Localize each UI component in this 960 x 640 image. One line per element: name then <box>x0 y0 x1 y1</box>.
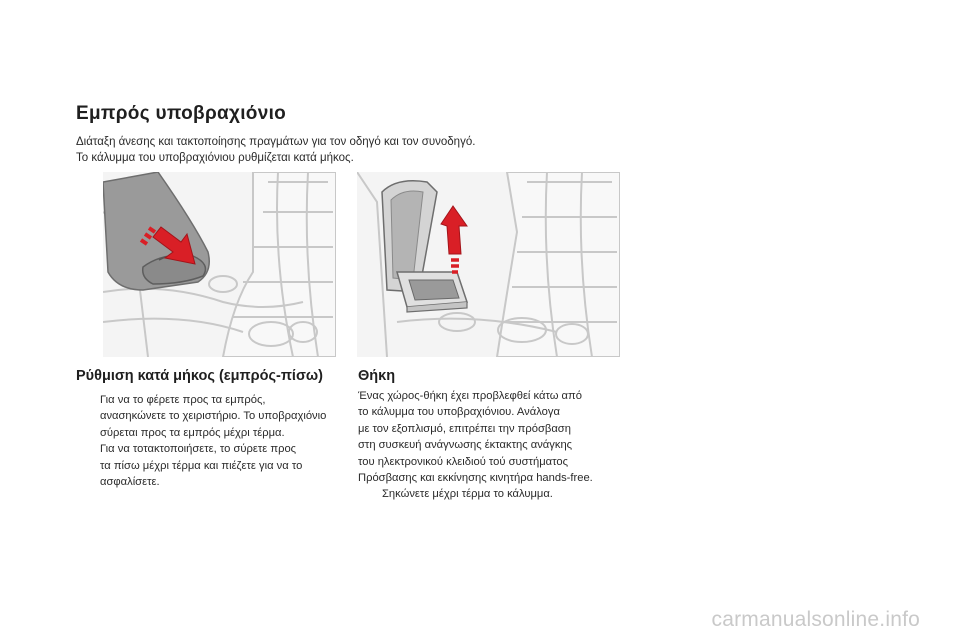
bullet-line: Για να το φέρετε προς τα εμπρός, <box>100 394 266 406</box>
page-title: Εμπρός υποβραχιόνιο <box>76 103 287 124</box>
intro-line: Διάταξη άνεσης και τακτοποίησης πραγμάτων για τον οδηγό και τον συνοδηγό. <box>76 136 476 148</box>
storage-paragraph <box>358 388 638 486</box>
paragraph-line: Πρόσβασης και εκκίνησης κινητήρα hands-free. <box>358 472 593 485</box>
armrest-slide-drawing <box>103 172 336 357</box>
intro-text <box>76 134 636 166</box>
paragraph-line: Ένας χώρος-θήκη έχει προβλεφθεί κάτω από <box>358 390 582 402</box>
bullet-line: σύρεται προς τα εμπρός μέχρι τέρμα. <box>100 426 285 439</box>
list-item <box>358 486 638 502</box>
bullet-line: Σηκώνετε μέχρι τέρμα το κάλυμμα. <box>382 488 553 501</box>
watermark: carmanualsonline.info <box>711 608 920 631</box>
paragraph-line: στη συσκευή ανάγνωσης έκτακτης ανάγκης <box>358 439 573 452</box>
paragraph-line: με τον εξοπλισμό, επιτρέπει την πρόσβαση <box>358 422 571 435</box>
paragraph-line: το κάλυμμα του υποβραχιόνιου. Ανάλογα <box>358 406 560 419</box>
armrest-storage-illustration <box>357 172 620 357</box>
bullet-line: ανασηκώνετε το χειριστήριο. Το υποβραχιόνιο <box>100 410 327 423</box>
list-item <box>76 392 346 441</box>
adjustment-instructions <box>76 392 346 490</box>
armrest-storage-drawing <box>357 172 620 357</box>
list-item <box>76 441 346 490</box>
storage-description <box>358 388 638 503</box>
bullet-line: τα πίσω μέχρι τέρμα και πιέζετε για να το <box>100 459 303 472</box>
paragraph-line: του ηλεκτρονικού κλειδιού τού συστήματος <box>358 455 568 468</box>
bullet-line: ασφαλίσετε. <box>100 476 160 489</box>
section-title-storage: Θήκη <box>358 368 396 384</box>
section-title-adjustment: Ρύθμιση κατά μήκος (εμπρός-πίσω) <box>76 368 323 384</box>
armrest-slide-illustration <box>103 172 336 357</box>
bullet-line: Για να τοτακτοποιήσετε, το σύρετε προς <box>100 443 297 456</box>
intro-line: Το κάλυμμα του υποβραχιόνιου ρυθμίζεται κατά μήκος. <box>76 152 354 164</box>
lift-lid-arrow-icon <box>441 206 467 272</box>
